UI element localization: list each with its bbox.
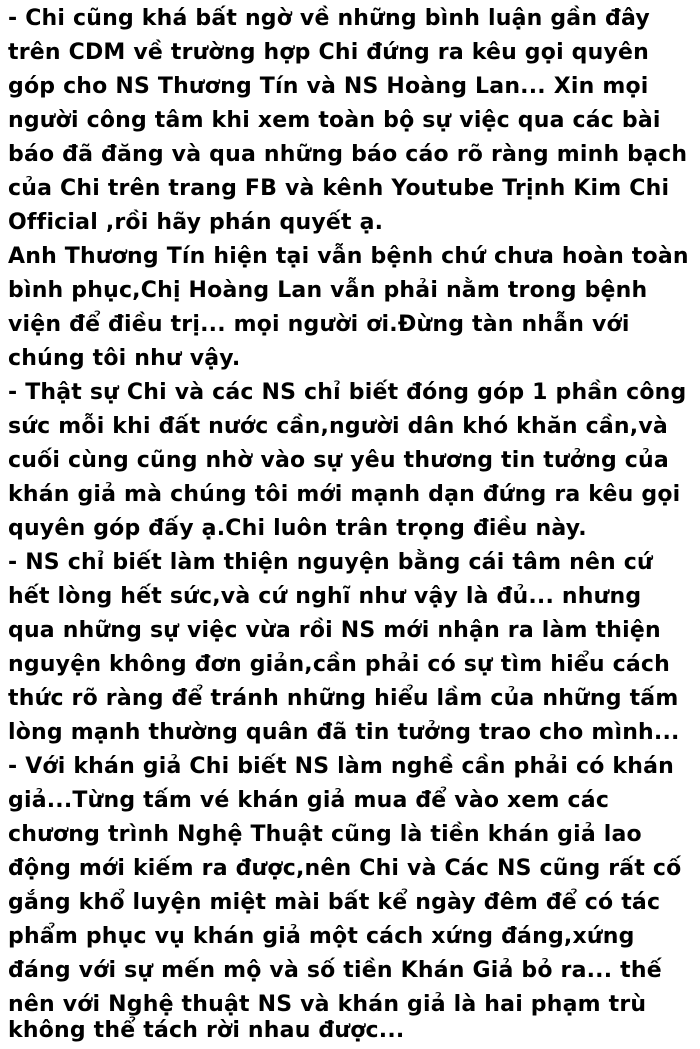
text-line: - Thật sự Chi và các NS chỉ biết đóng góp 1 phần công	[8, 380, 687, 405]
text-line: chúng tôi như vậy.	[8, 346, 241, 371]
text-line: - NS chỉ biết làm thiện nguyện bằng cái tâm nên cứ	[8, 550, 653, 575]
text-line: viện để điều trị... mọi người ơi.Đừng tàn nhẫn với	[8, 312, 630, 337]
text-line: báo đã đăng và qua những báo cáo rõ ràng minh bạch	[8, 142, 688, 167]
text-line: lòng mạnh thường quân đã tin tưởng trao cho mình...	[8, 720, 680, 745]
text-line: đáng với sự mến mộ và số tiền Khán Giả bỏ ra... thế	[8, 958, 662, 983]
text-line: hết lòng hết sức,và cứ nghĩ như vậy là đủ... nhưng	[8, 584, 642, 609]
text-line: bình phục,Chị Hoàng Lan vẫn phải nằm trong bệnh	[8, 278, 648, 303]
text-line: gắng khổ luyện miệt mài bất kể ngày đêm để có tác	[8, 890, 661, 915]
text-line: góp cho NS Thương Tín và NS Hoàng Lan... Xin mọi	[8, 74, 649, 99]
text-line: khán giả mà chúng tôi mới mạnh dạn đứng ra kêu gọi	[8, 482, 681, 507]
text-line: phẩm phục vụ khán giả một cách xứng đáng,xứng	[8, 924, 635, 949]
text-line: của Chi trên trang FB và kênh Youtube Trịnh Kim Chi	[8, 176, 670, 201]
text-line: nguyện không đơn giản,cần phải có sự tìm hiểu cách	[8, 652, 671, 677]
text-line: không thể tách rời nhau được...	[8, 1018, 405, 1043]
text-line: giả...Từng tấm vé khán giả mua để vào xem các	[8, 788, 610, 813]
text-line: quyên góp đấy ạ.Chi luôn trân trọng điều này.	[8, 516, 587, 541]
text-line: động mới kiếm ra được,nên Chi và Các NS cũng rất cố	[8, 856, 682, 881]
text-line: qua những sự việc vừa rồi NS mới nhận ra làm thiện	[8, 618, 661, 643]
text-line: - Chi cũng khá bất ngờ về những bình luận gần đây	[8, 6, 650, 31]
text-line: sức mỗi khi đất nước cần,người dân khó khăn cần,và	[8, 414, 668, 439]
text-line: Official ,rồi hãy phán quyết ạ.	[8, 210, 384, 235]
text-line: nên với Nghệ thuật NS và khán giả là hai phạm trù	[8, 992, 647, 1017]
text-line: thức rõ ràng để tránh những hiểu lầm của những tấm	[8, 686, 679, 711]
text-line: trên CDM về trường hợp Chi đứng ra kêu gọi quyên	[8, 40, 650, 65]
text-line: cuối cùng cũng nhờ vào sự yêu thương tin tưởng của	[8, 448, 669, 473]
text-line: người công tâm khi xem toàn bộ sự việc qua các bài	[8, 108, 661, 133]
text-line: - Với khán giả Chi biết NS làm nghề cần phải có khán	[8, 754, 674, 779]
text-line: Anh Thương Tín hiện tại vẫn bệnh chứ chưa hoàn toàn	[8, 244, 689, 269]
text-line: chương trình Nghệ Thuật cũng là tiền khán giả lao	[8, 822, 642, 847]
